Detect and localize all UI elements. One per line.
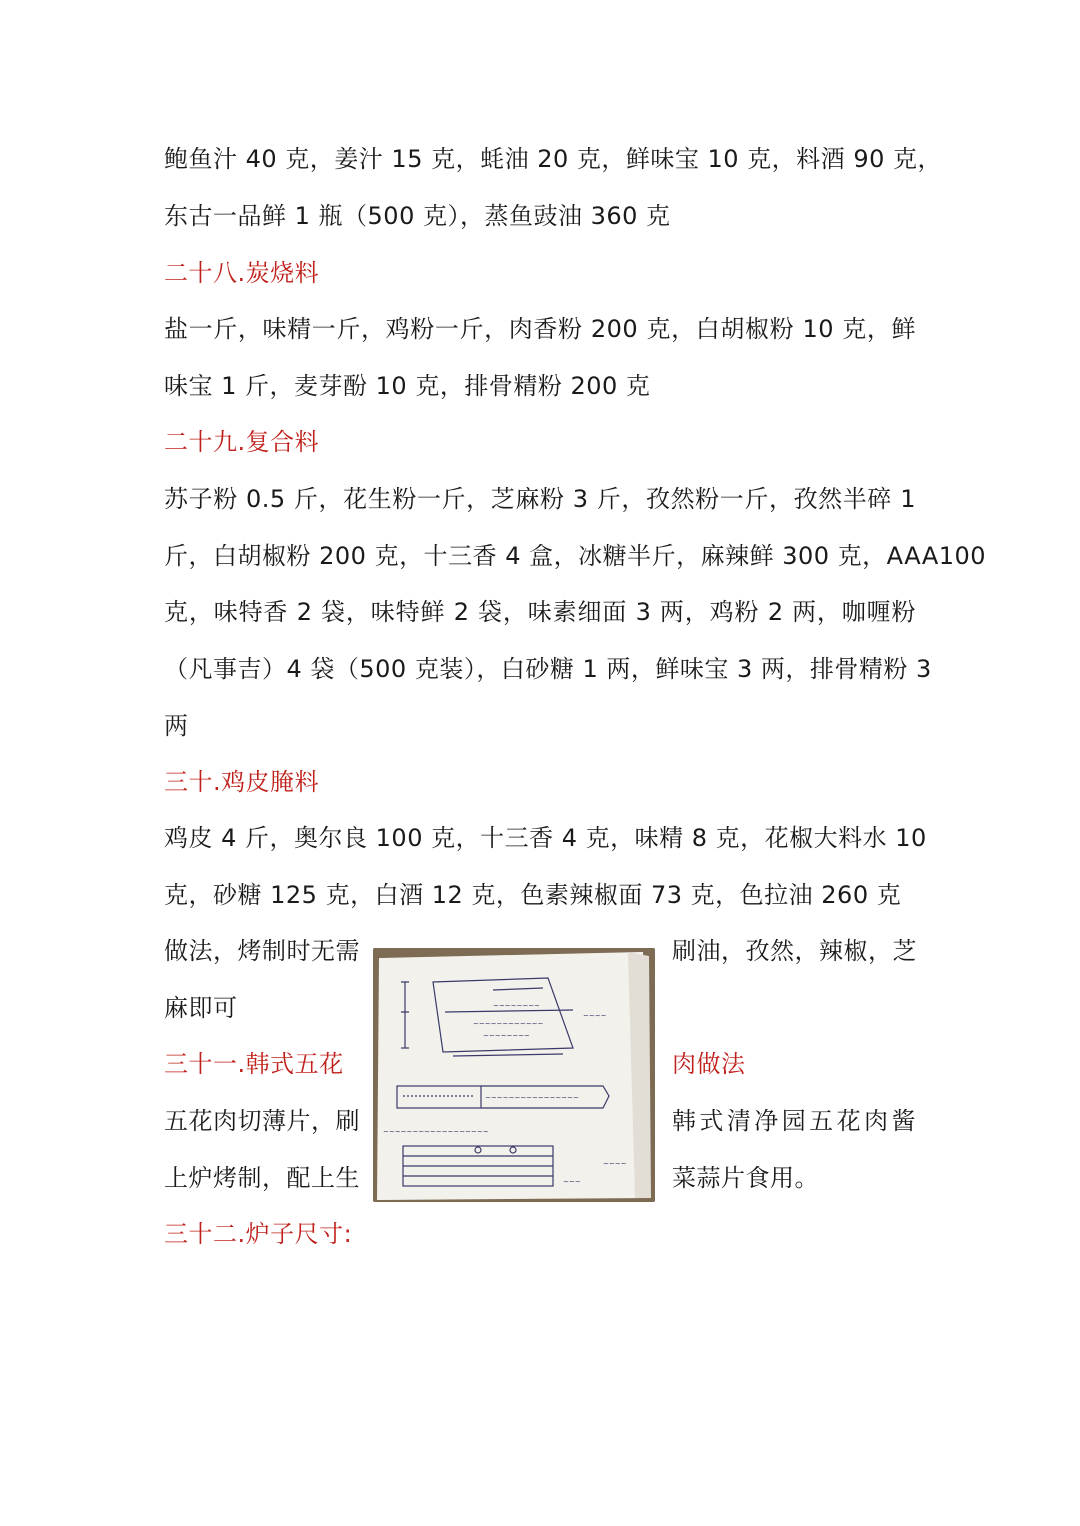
section-heading-31-continued: 肉做法 [672,1050,746,1078]
section-heading-29: 二十九.复合料 [164,428,320,456]
section-heading-30: 三十.鸡皮腌料 [164,768,320,796]
text-line: 斤，白胡椒粉 200 克，十三香 4 盒，冰糖半斤，麻辣鲜 300 克，AAA100 [164,542,987,570]
svg-text:~~~~~~~~: ~~~~~~~~ [493,1002,540,1010]
text-line: 克，砂糖 125 克，白酒 12 克，色素辣椒面 73 克，色拉油 260 克 [164,881,902,909]
text-line: 味宝 1 斤，麦芽酚 10 克，排骨精粉 200 克 [164,372,651,400]
text-line: 上炉烤制，配上生 [164,1164,360,1192]
text-line: 克，味特香 2 袋，味特鲜 2 袋，味素细面 3 两，鸡粉 2 两，咖喱粉 [164,598,916,626]
text-line: 刷油，孜然，辣椒，芝 [672,937,917,965]
svg-text:~~~: ~~~ [563,1178,581,1186]
section-heading-28: 二十八.炭烧料 [164,259,320,287]
text-line: 菜蒜片食用。 [672,1164,819,1192]
text-line: 苏子粉 0.5 斤，花生粉一斤，芝麻粉 3 斤，孜然粉一斤，孜然半碎 1 [164,485,916,513]
text-line: 盐一斤，味精一斤，鸡粉一斤，肉香粉 200 克，白胡椒粉 10 克，鲜 [164,315,916,343]
text-line: 两 [164,712,189,740]
section-heading-32: 三十二.炉子尺寸: [164,1220,353,1248]
text-line: 鲍鱼汁 40 克，姜汁 15 克，蚝油 20 克，鲜味宝 10 克，料酒 90 克， [164,145,942,173]
svg-text:~~~~: ~~~~ [603,1160,627,1168]
text-line: 做法，烤制时无需 [164,937,360,965]
svg-text:~~~~~~~~~~~~~~~~: ~~~~~~~~~~~~~~~~ [485,1094,579,1102]
section-heading-31: 三十一.韩式五花 [164,1050,344,1078]
stove-sketch-photo [373,948,655,1202]
stove-sketch-drawing [373,948,655,1202]
text-line: 鸡皮 4 斤，奥尔良 100 克，十三香 4 克，味精 8 克，花椒大料水 10 [164,824,927,852]
text-line: 韩式清净园五花肉酱 [672,1107,916,1135]
text-line: 麻即可 [164,994,238,1022]
text-line: 五花肉切薄片，刷 [164,1107,360,1135]
svg-text:~~~~: ~~~~ [583,1012,607,1020]
text-line: （凡事吉）4 袋（500 克装），白砂糖 1 两，鲜味宝 3 两，排骨精粉 3 [164,655,932,683]
svg-text:~~~~~~~~~~~~~~~~~~: ~~~~~~~~~~~~~~~~~~ [383,1128,489,1136]
svg-text:~~~~~~~~: ~~~~~~~~ [483,1032,530,1040]
text-line: 东古一品鲜 1 瓶（500 克），蒸鱼豉油 360 克 [164,202,671,230]
svg-text:~~~~~~~~~~~~: ~~~~~~~~~~~~ [473,1020,544,1028]
